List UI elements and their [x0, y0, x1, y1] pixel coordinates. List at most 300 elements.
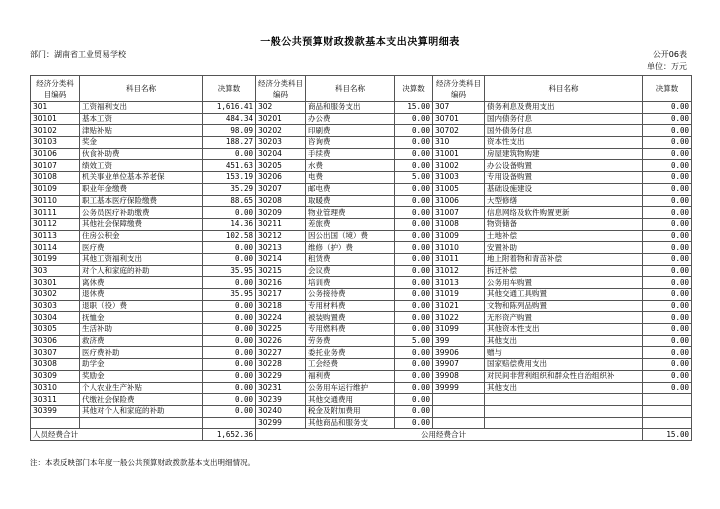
- item-code: 307: [433, 102, 485, 114]
- item-amount: 0.00: [643, 148, 692, 160]
- item-code: 30702: [433, 125, 485, 137]
- item-code: 30309: [31, 370, 80, 382]
- item-code: 31010: [433, 242, 485, 254]
- item-code: 301: [31, 102, 80, 114]
- public-total-label: 公用经费合计: [256, 429, 643, 441]
- item-name: 伙食补助费: [80, 148, 203, 160]
- item-amount: 0.00: [395, 394, 433, 406]
- item-code: 30311: [31, 394, 80, 406]
- public-total-value: 15.00: [643, 429, 692, 441]
- item-amount: 0.00: [643, 195, 692, 207]
- item-amount: 0.00: [643, 113, 692, 125]
- item-code: 302: [256, 102, 306, 114]
- item-name: 基础设施建设: [485, 183, 643, 195]
- item-name: 基本工资: [80, 113, 203, 125]
- item-name: 税金及附加费用: [306, 405, 395, 417]
- item-name: 绩效工资: [80, 160, 203, 172]
- item-code: 39906: [433, 347, 485, 359]
- item-amount: 0.00: [643, 242, 692, 254]
- item-name: 拆迁补偿: [485, 265, 643, 277]
- personnel-total-label: 人员经费合计: [31, 429, 203, 441]
- item-amount: 0.00: [643, 312, 692, 324]
- item-code: 30113: [31, 230, 80, 242]
- item-code: 30204: [256, 148, 306, 160]
- item-code: 31002: [433, 160, 485, 172]
- item-name: 房屋建筑物购建: [485, 148, 643, 160]
- item-amount: 0.00: [643, 207, 692, 219]
- item-amount: 0.00: [395, 417, 433, 429]
- item-name: 培训费: [306, 277, 395, 289]
- item-name: 委托业务费: [306, 347, 395, 359]
- item-name: 其他工资福利支出: [80, 253, 203, 265]
- item-amount: 102.58: [203, 230, 256, 242]
- item-code: 303: [31, 265, 80, 277]
- item-name: 其他对个人和家庭的补助: [80, 405, 203, 417]
- item-name: 土地补偿: [485, 230, 643, 242]
- item-name: 物资储备: [485, 218, 643, 230]
- table-row: [31, 137, 692, 149]
- item-name: 退职（役）费: [80, 300, 203, 312]
- item-amount: 0.00: [395, 405, 433, 417]
- item-code: 30101: [31, 113, 80, 125]
- table-row: [31, 218, 692, 230]
- item-amount: [643, 405, 692, 417]
- item-code: 31001: [433, 148, 485, 160]
- item-name: 职工基本医疗保险缴费: [80, 195, 203, 207]
- item-amount: 0.00: [643, 359, 692, 371]
- item-name: 其他支出: [485, 382, 643, 394]
- item-amount: 0.00: [643, 160, 692, 172]
- item-amount: 0.00: [203, 312, 256, 324]
- item-code: 310: [433, 137, 485, 149]
- item-amount: 0.00: [643, 230, 692, 242]
- item-code: 30207: [256, 183, 306, 195]
- item-amount: 88.65: [203, 195, 256, 207]
- item-name: 专用燃料费: [306, 324, 395, 336]
- item-amount: 0.00: [643, 335, 692, 347]
- item-amount: 0.00: [643, 265, 692, 277]
- table-row: [31, 405, 692, 417]
- item-code: 30214: [256, 253, 306, 265]
- item-amount: 0.00: [203, 347, 256, 359]
- item-amount: 0.00: [203, 253, 256, 265]
- item-amount: 0.00: [395, 183, 433, 195]
- item-amount: 0.00: [395, 370, 433, 382]
- table-row: [31, 265, 692, 277]
- item-name: 被装购置费: [306, 312, 395, 324]
- item-amount: 0.00: [203, 335, 256, 347]
- item-code: 31006: [433, 195, 485, 207]
- item-amount: 0.00: [203, 277, 256, 289]
- table-row: [31, 183, 692, 195]
- item-code: 30310: [31, 382, 80, 394]
- item-code: 30308: [31, 359, 80, 371]
- item-name: 其他交通费用: [306, 394, 395, 406]
- item-name: 奖金: [80, 137, 203, 149]
- item-amount: 0.00: [203, 148, 256, 160]
- item-code: 30306: [31, 335, 80, 347]
- item-amount: 0.00: [395, 300, 433, 312]
- item-name: 大型修缮: [485, 195, 643, 207]
- item-code: 30107: [31, 160, 80, 172]
- item-name: 抚恤金: [80, 312, 203, 324]
- header-code: 经济分类科目编码: [31, 76, 80, 102]
- summary-row: [31, 429, 692, 441]
- item-name: 物业管理费: [306, 207, 395, 219]
- item-code: 30218: [256, 300, 306, 312]
- item-code: 30208: [256, 195, 306, 207]
- item-name: 奖励金: [80, 370, 203, 382]
- item-code: 31099: [433, 324, 485, 336]
- item-name: [80, 417, 203, 429]
- item-name: 其他交通工具购置: [485, 289, 643, 301]
- item-code: 30239: [256, 394, 306, 406]
- item-name: 离休费: [80, 277, 203, 289]
- item-code: 30209: [256, 207, 306, 219]
- table-row: [31, 113, 692, 125]
- item-amount: 0.00: [395, 113, 433, 125]
- item-amount: 0.00: [203, 359, 256, 371]
- item-name: 对民间非营利组织和群众性自治组织补: [485, 370, 643, 382]
- table-row: [31, 335, 692, 347]
- table-row: [31, 230, 692, 242]
- item-amount: 0.00: [203, 405, 256, 417]
- table-row: [31, 417, 692, 429]
- item-code: 30110: [31, 195, 80, 207]
- item-amount: 1,616.41: [203, 102, 256, 114]
- table-row: [31, 347, 692, 359]
- item-amount: 98.09: [203, 125, 256, 137]
- item-code: [31, 417, 80, 429]
- item-code: 30231: [256, 382, 306, 394]
- item-amount: 0.00: [395, 347, 433, 359]
- item-amount: 0.00: [395, 195, 433, 207]
- item-code: 30701: [433, 113, 485, 125]
- table-row: [31, 300, 692, 312]
- item-code: 31009: [433, 230, 485, 242]
- item-amount: 0.00: [395, 265, 433, 277]
- header-amount: 决算数: [643, 76, 692, 102]
- item-amount: 0.00: [395, 207, 433, 219]
- item-amount: 5.00: [395, 335, 433, 347]
- item-code: 30201: [256, 113, 306, 125]
- item-code: 30109: [31, 183, 80, 195]
- item-amount: 0.00: [395, 137, 433, 149]
- item-code: 31019: [433, 289, 485, 301]
- item-amount: 0.00: [643, 218, 692, 230]
- item-code: 39908: [433, 370, 485, 382]
- item-amount: 14.36: [203, 218, 256, 230]
- item-name: 救济费: [80, 335, 203, 347]
- item-name: 职业年金缴费: [80, 183, 203, 195]
- item-amount: 0.00: [203, 242, 256, 254]
- unit-label: 单位：万元: [647, 62, 687, 71]
- table-header-row: [31, 76, 692, 102]
- item-amount: 5.00: [395, 172, 433, 184]
- item-name: [485, 394, 643, 406]
- item-code: 30111: [31, 207, 80, 219]
- table-row: [31, 172, 692, 184]
- item-name: 医疗费补助: [80, 347, 203, 359]
- item-amount: 451.63: [203, 160, 256, 172]
- table-row: [31, 195, 692, 207]
- item-name: 工会经费: [306, 359, 395, 371]
- item-name: 办公设备购置: [485, 160, 643, 172]
- item-code: 30302: [31, 289, 80, 301]
- item-name: 租赁费: [306, 253, 395, 265]
- item-amount: 0.00: [395, 289, 433, 301]
- item-code: 31008: [433, 218, 485, 230]
- header-amount: 决算数: [395, 76, 433, 102]
- item-code: 31007: [433, 207, 485, 219]
- item-amount: 0.00: [395, 324, 433, 336]
- item-amount: 0.00: [643, 289, 692, 301]
- item-name: 其他商品和服务支: [306, 417, 395, 429]
- item-name: 无形资产购置: [485, 312, 643, 324]
- item-name: 国家赔偿费用支出: [485, 359, 643, 371]
- item-code: 30240: [256, 405, 306, 417]
- item-name: 劳务费: [306, 335, 395, 347]
- item-code: 30299: [256, 417, 306, 429]
- table-row: [31, 289, 692, 301]
- item-code: 30301: [31, 277, 80, 289]
- item-code: 30203: [256, 137, 306, 149]
- item-code: 31013: [433, 277, 485, 289]
- item-amount: 35.29: [203, 183, 256, 195]
- item-name: 其他资本性支出: [485, 324, 643, 336]
- item-code: 30112: [31, 218, 80, 230]
- item-code: 30303: [31, 300, 80, 312]
- item-amount: 0.00: [643, 102, 692, 114]
- item-amount: 0.00: [203, 370, 256, 382]
- item-code: 31021: [433, 300, 485, 312]
- item-name: 手续费: [306, 148, 395, 160]
- table-row: [31, 394, 692, 406]
- item-amount: 0.00: [395, 125, 433, 137]
- item-name: 住房公积金: [80, 230, 203, 242]
- personnel-total-value: 1,652.36: [203, 429, 256, 441]
- item-code: 30103: [31, 137, 80, 149]
- item-code: 30199: [31, 253, 80, 265]
- item-amount: 0.00: [395, 218, 433, 230]
- item-name: 信息网络及软件购置更新: [485, 207, 643, 219]
- table-row: [31, 102, 692, 114]
- item-code: 30212: [256, 230, 306, 242]
- item-amount: 0.00: [643, 300, 692, 312]
- item-code: 30227: [256, 347, 306, 359]
- item-name: [485, 417, 643, 429]
- item-name: 个人农业生产补贴: [80, 382, 203, 394]
- item-amount: 35.95: [203, 265, 256, 277]
- item-code: 31003: [433, 172, 485, 184]
- item-code: 30225: [256, 324, 306, 336]
- item-code: 30224: [256, 312, 306, 324]
- item-amount: 0.00: [395, 312, 433, 324]
- item-name: 公务员医疗补助缴费: [80, 207, 203, 219]
- item-amount: 0.00: [643, 370, 692, 382]
- item-amount: 0.00: [203, 382, 256, 394]
- item-amount: 0.00: [395, 359, 433, 371]
- item-name: 国外债务付息: [485, 125, 643, 137]
- item-amount: 0.00: [395, 277, 433, 289]
- header-code: 经济分类科目编码: [433, 76, 485, 102]
- header-name: 科目名称: [485, 76, 643, 102]
- item-code: 30228: [256, 359, 306, 371]
- item-code: 30206: [256, 172, 306, 184]
- item-name: 其他支出: [485, 335, 643, 347]
- item-code: 30106: [31, 148, 80, 160]
- item-name: 水费: [306, 160, 395, 172]
- item-amount: 0.00: [395, 382, 433, 394]
- item-name: 文物和陈列品购置: [485, 300, 643, 312]
- item-name: [485, 405, 643, 417]
- item-code: [433, 405, 485, 417]
- table-row: [31, 277, 692, 289]
- item-name: 对个人和家庭的补助: [80, 265, 203, 277]
- item-amount: [643, 417, 692, 429]
- item-name: 因公出国（境）费: [306, 230, 395, 242]
- item-code: 31011: [433, 253, 485, 265]
- item-code: 30304: [31, 312, 80, 324]
- item-name: 国内债务付息: [485, 113, 643, 125]
- item-amount: 153.19: [203, 172, 256, 184]
- item-code: 31022: [433, 312, 485, 324]
- item-name: 咨询费: [306, 137, 395, 149]
- item-code: 39907: [433, 359, 485, 371]
- item-amount: 0.00: [643, 183, 692, 195]
- footnote: 注：本表反映部门本年度一般公共预算财政拨款基本支出明细情况。: [30, 458, 255, 467]
- item-code: 30216: [256, 277, 306, 289]
- item-amount: 15.00: [395, 102, 433, 114]
- item-name: 生活补助: [80, 324, 203, 336]
- item-code: 399: [433, 335, 485, 347]
- item-amount: 0.00: [643, 347, 692, 359]
- item-amount: 0.00: [203, 394, 256, 406]
- item-name: 公务接待费: [306, 289, 395, 301]
- item-name: 维修（护）费: [306, 242, 395, 254]
- item-name: 债务利息及费用支出: [485, 102, 643, 114]
- header-name: 科目名称: [306, 76, 395, 102]
- item-amount: 484.34: [203, 113, 256, 125]
- item-name: 公务用车购置: [485, 277, 643, 289]
- item-amount: 0.00: [643, 125, 692, 137]
- item-name: 资本性支出: [485, 137, 643, 149]
- item-amount: 0.00: [643, 382, 692, 394]
- table-row: [31, 148, 692, 160]
- item-name: 退休费: [80, 289, 203, 301]
- item-code: 30229: [256, 370, 306, 382]
- item-code: 39999: [433, 382, 485, 394]
- expenditure-table: [30, 75, 692, 441]
- table-row: [31, 359, 692, 371]
- item-code: 30215: [256, 265, 306, 277]
- table-row: [31, 242, 692, 254]
- header-name: 科目名称: [80, 76, 203, 102]
- department-label: 部门：湖南省工业贸易学校: [30, 50, 126, 59]
- item-code: 31012: [433, 265, 485, 277]
- item-name: 差旅费: [306, 218, 395, 230]
- item-name: 会议费: [306, 265, 395, 277]
- item-amount: 0.00: [643, 172, 692, 184]
- header-amount: 决算数: [203, 76, 256, 102]
- item-code: 30399: [31, 405, 80, 417]
- item-name: 津贴补贴: [80, 125, 203, 137]
- table-number: 公开06表: [652, 50, 687, 59]
- item-name: 机关事业单位基本养老保: [80, 172, 203, 184]
- table-row: [31, 370, 692, 382]
- item-name: 福利费: [306, 370, 395, 382]
- item-amount: 0.00: [643, 253, 692, 265]
- item-name: 地上附着物和青苗补偿: [485, 253, 643, 265]
- item-amount: 0.00: [395, 253, 433, 265]
- item-code: 30226: [256, 335, 306, 347]
- table-row: [31, 160, 692, 172]
- item-name: 赠与: [485, 347, 643, 359]
- item-code: 30108: [31, 172, 80, 184]
- item-code: 31005: [433, 183, 485, 195]
- item-name: 邮电费: [306, 183, 395, 195]
- item-code: 30307: [31, 347, 80, 359]
- item-amount: 0.00: [643, 277, 692, 289]
- table-row: [31, 312, 692, 324]
- item-amount: 0.00: [643, 324, 692, 336]
- page-title: 一般公共预算财政拨款基本支出决算明细表: [260, 37, 460, 48]
- item-amount: 35.95: [203, 289, 256, 301]
- item-amount: [203, 417, 256, 429]
- table-row: [31, 207, 692, 219]
- item-code: 30202: [256, 125, 306, 137]
- item-name: 医疗费: [80, 242, 203, 254]
- item-amount: 0.00: [395, 230, 433, 242]
- item-code: 30213: [256, 242, 306, 254]
- item-amount: 0.00: [643, 137, 692, 149]
- item-name: 公务用车运行维护: [306, 382, 395, 394]
- item-code: [433, 394, 485, 406]
- item-name: 电费: [306, 172, 395, 184]
- item-name: 印刷费: [306, 125, 395, 137]
- item-name: 专用设备购置: [485, 172, 643, 184]
- item-code: 30102: [31, 125, 80, 137]
- item-amount: 0.00: [395, 242, 433, 254]
- item-code: 30205: [256, 160, 306, 172]
- item-code: 30305: [31, 324, 80, 336]
- item-code: 30211: [256, 218, 306, 230]
- item-name: 助学金: [80, 359, 203, 371]
- item-amount: 188.27: [203, 137, 256, 149]
- item-amount: 0.00: [203, 324, 256, 336]
- table-row: [31, 125, 692, 137]
- header-code: 经济分类科目编码: [256, 76, 306, 102]
- item-name: 商品和服务支出: [306, 102, 395, 114]
- item-amount: 0.00: [203, 207, 256, 219]
- item-name: 其他社会保障缴费: [80, 218, 203, 230]
- item-amount: 0.00: [395, 148, 433, 160]
- item-name: 办公费: [306, 113, 395, 125]
- item-code: [433, 417, 485, 429]
- item-name: 工资福利支出: [80, 102, 203, 114]
- item-amount: [643, 394, 692, 406]
- table-row: [31, 324, 692, 336]
- item-name: 专用材料费: [306, 300, 395, 312]
- item-name: 取暖费: [306, 195, 395, 207]
- item-name: 代缴社会保险费: [80, 394, 203, 406]
- item-name: 安置补助: [485, 242, 643, 254]
- table-row: [31, 253, 692, 265]
- item-amount: 0.00: [203, 300, 256, 312]
- item-code: 30114: [31, 242, 80, 254]
- item-amount: 0.00: [395, 160, 433, 172]
- item-code: 30217: [256, 289, 306, 301]
